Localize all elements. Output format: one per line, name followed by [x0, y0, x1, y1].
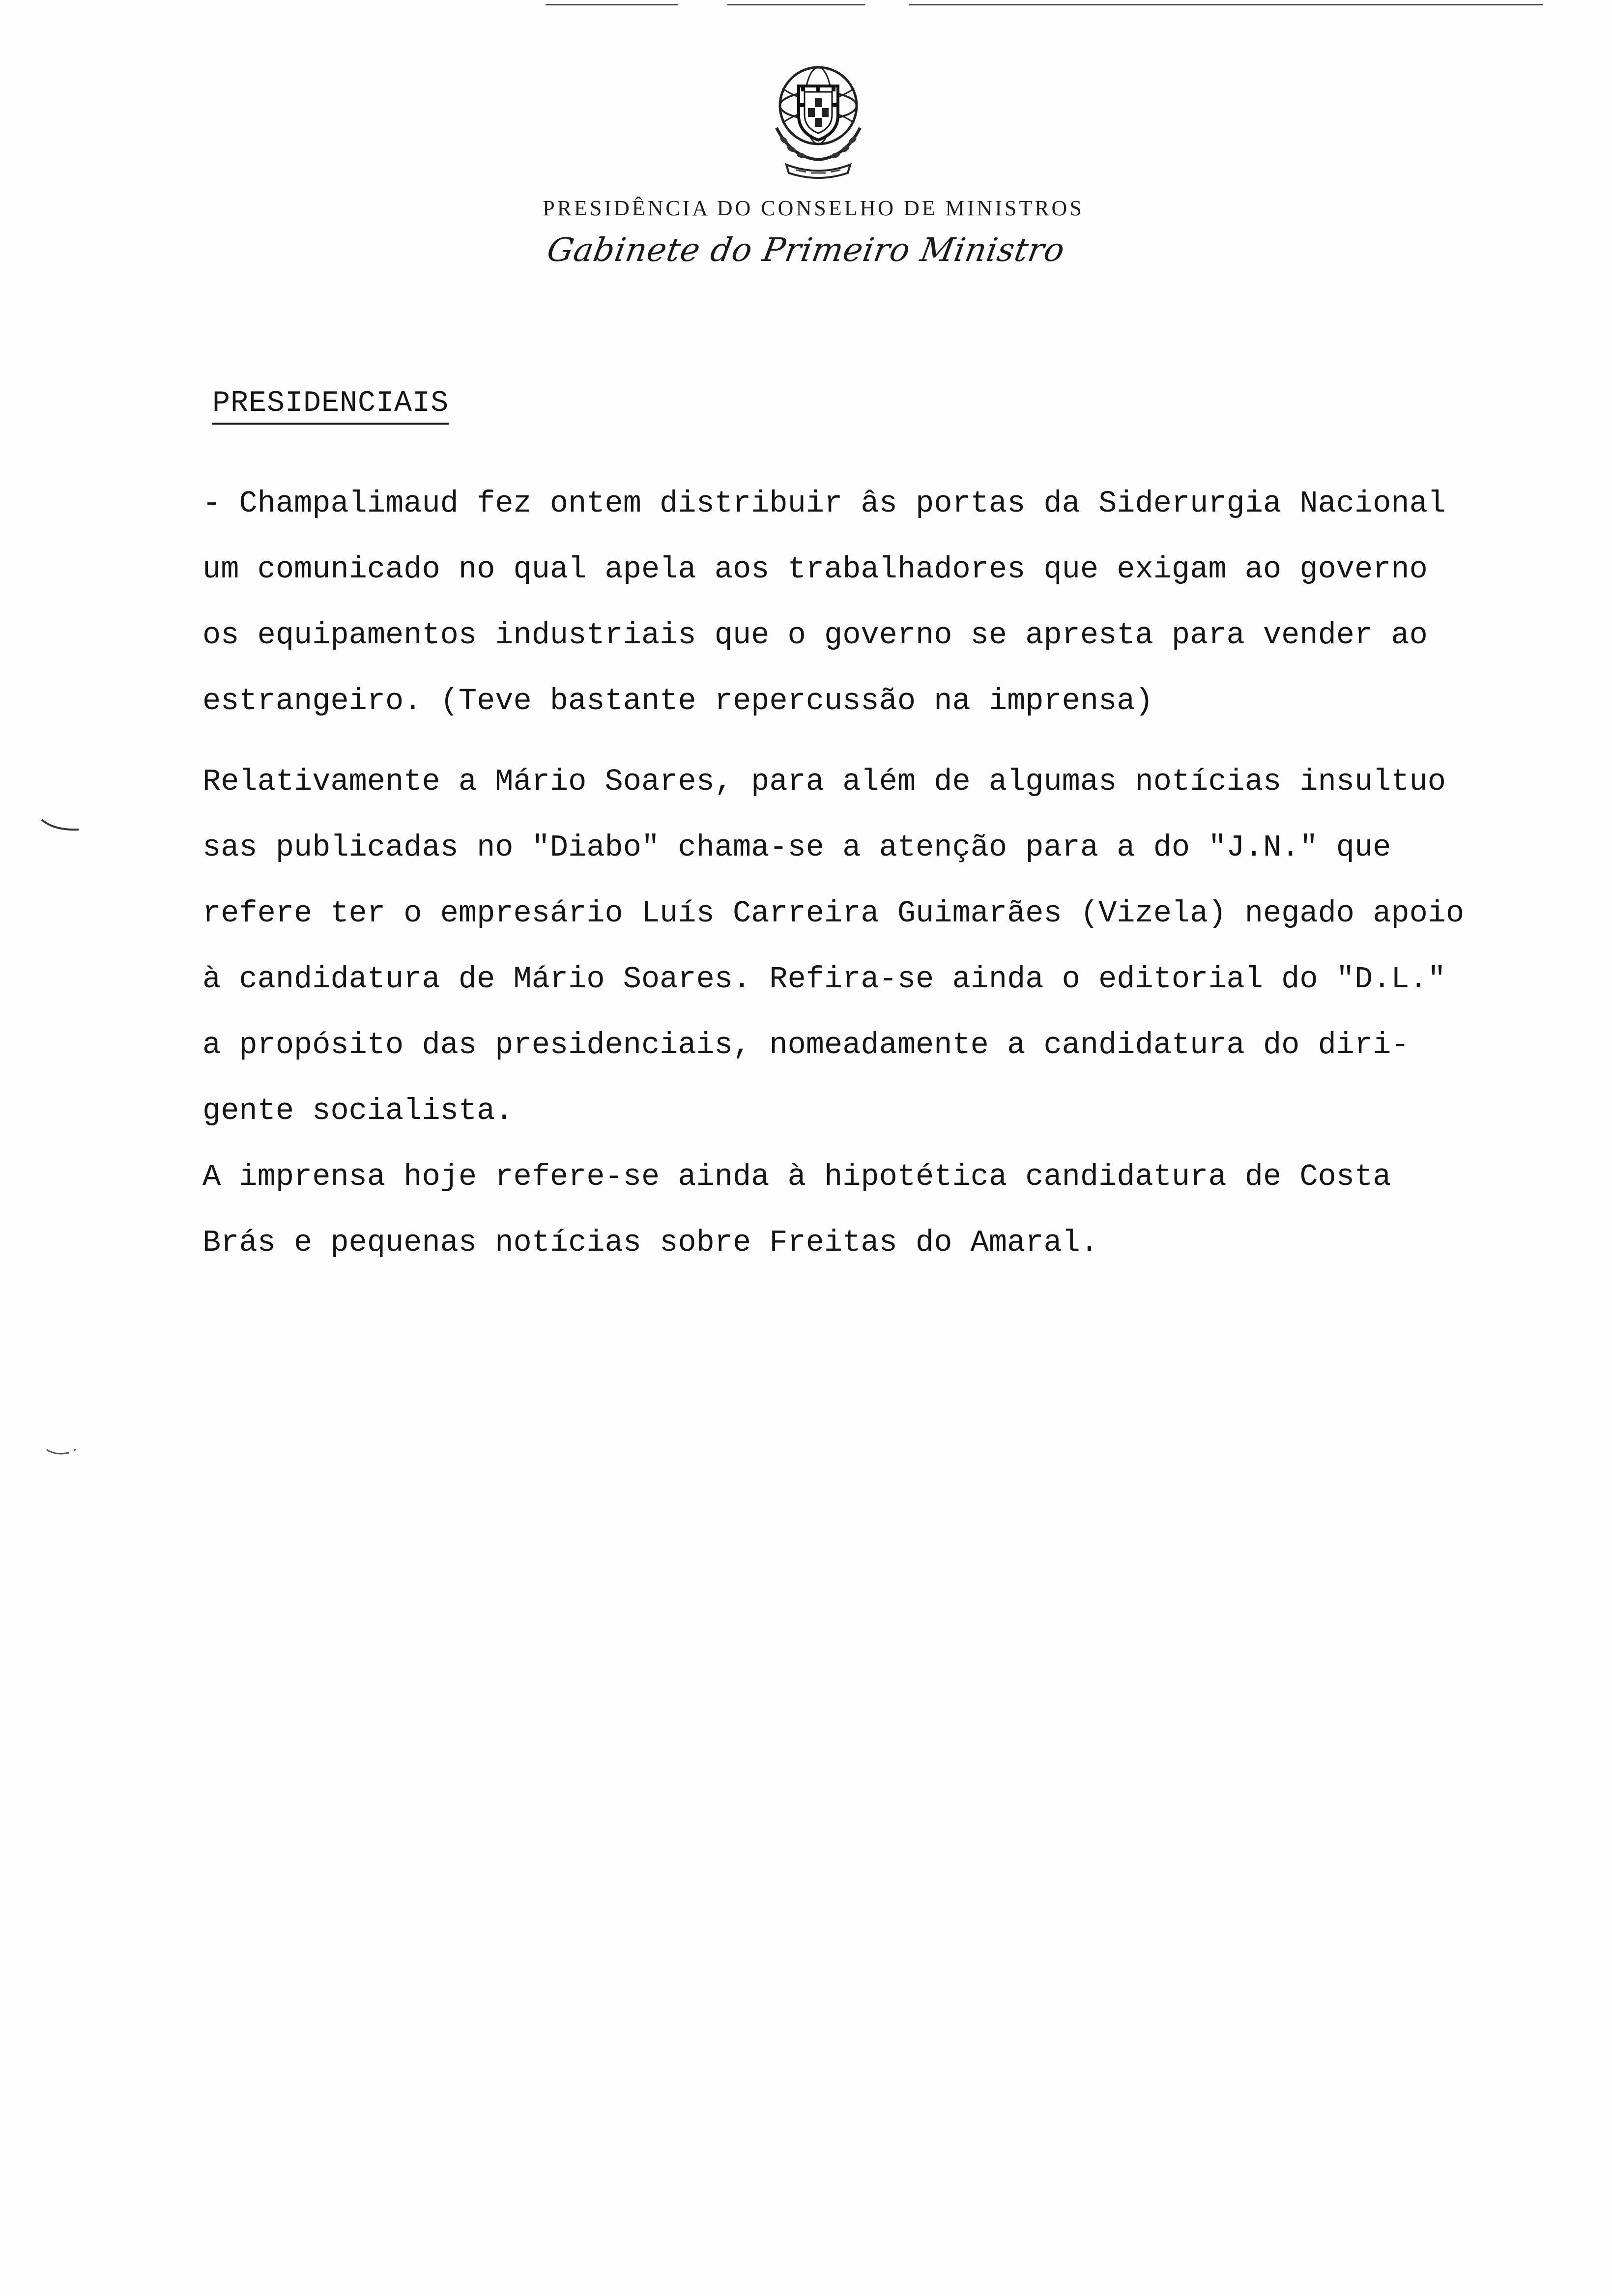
- text-line: gente socialista.: [202, 1093, 514, 1128]
- text-line: refere ter o empresário Luís Carreira Guimarães (Vizela) negado apoio: [202, 896, 1465, 931]
- text-line: os equipamentos industriais que o governo se apresta para vender ao: [202, 618, 1428, 653]
- scan-edge-line: [909, 4, 1543, 5]
- margin-mark: [39, 816, 84, 835]
- body-text: [202, 471, 1579, 1276]
- coat-of-arms-seal: [757, 59, 880, 182]
- text-line: estrangeiro. (Teve bastante repercussão na imprensa): [202, 684, 1153, 718]
- text-line: à candidatura de Mário Soares. Refira-se ainda o editorial do "D.L.": [202, 962, 1446, 997]
- section-heading: PRESIDENCIAIS: [212, 387, 449, 425]
- text-line: sas publicadas no "Diabo" chama-se a atenção para a do "J.N." que: [202, 830, 1391, 865]
- text-line: um comunicado no qual apela aos trabalhadores que exigam ao governo: [202, 552, 1428, 587]
- scan-edge-line: [727, 4, 865, 5]
- text-line: - Champalimaud fez ontem distribuir âs portas da Siderurgia Nacional: [202, 486, 1446, 521]
- text-line: A imprensa hoje refere-se ainda à hipotética candidatura de Costa: [202, 1159, 1391, 1194]
- letterhead-organization: PRESIDÊNCIA DO CONSELHO DE MINISTROS: [543, 196, 1084, 220]
- margin-mark: [44, 1445, 79, 1460]
- text-line: Relativamente a Mário Soares, para além de algumas notícias insultuo: [202, 764, 1446, 799]
- text-line: a propósito das presidenciais, nomeadamente a candidatura do diri-: [202, 1028, 1410, 1062]
- text-line: Brás e pequenas notícias sobre Freitas do Amaral.: [202, 1225, 1099, 1260]
- scan-edge-line: [546, 4, 678, 5]
- letterhead-cabinet: Gabinete do Primeiro Ministro: [544, 231, 1068, 269]
